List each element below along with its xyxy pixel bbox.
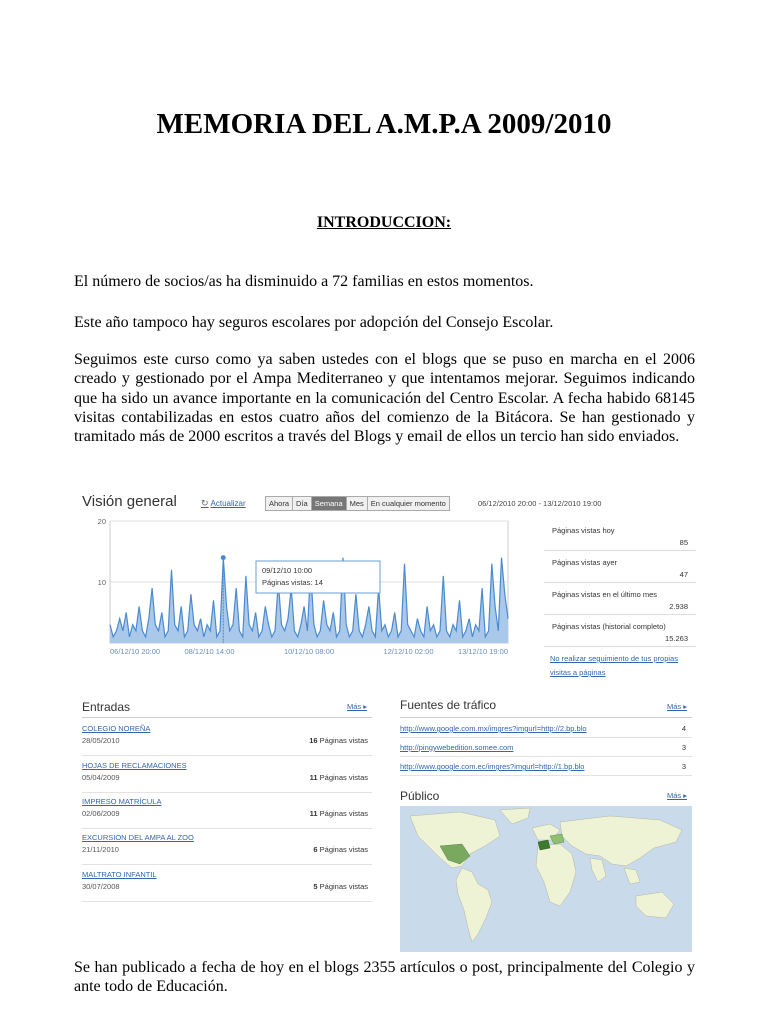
date-range: 06/12/2010 20:00 - 13/12/2010 19:00 [478, 499, 602, 508]
traffic-count: 3 [681, 762, 686, 771]
entry-date: 21/11/2010 [82, 845, 119, 854]
entry-unit: Páginas vistas [319, 736, 368, 745]
world-map-graphic [400, 806, 692, 952]
range-now-button[interactable]: Ahora [265, 496, 293, 511]
section-heading: INTRODUCCION: [316, 214, 452, 231]
entry-views [309, 736, 368, 745]
audience-world-map [400, 806, 692, 952]
audience-title: Público [400, 789, 440, 803]
entry-link[interactable]: EXCURSION DEL AMPA AL ZOO [82, 833, 194, 842]
entry-views [310, 809, 368, 818]
entry-count: 6 [313, 845, 318, 854]
stat-value: 47 [679, 570, 688, 579]
tooltip-value: Páginas vistas: 14 [262, 578, 323, 587]
entries-title: Entradas [82, 700, 131, 714]
entries-more-link[interactable]: Más ▸ [347, 702, 368, 711]
list-item [82, 829, 372, 865]
table-row [400, 719, 692, 738]
paragraph-blog: Seguimos este curso como ya saben ustedes con el blogs que se puso en marcha en el 2006 creado y gestionado por el Ampa Mediterraneo y que intentamos mejorar. Seguimos indicando que ha sido un avance importante en la comunicación del Centro Escolar. A fecha habido 68145 visitas contabilizadas en estos cuatro años del comienzo de la Bitácora. Se han gestionado y tramitado más de 2000 escritos a través del Blogs y email de ellos un tercio han sido enviados. [74, 351, 695, 446]
stat-label: Páginas vistas en el último mes [552, 590, 658, 599]
pageviews-chart [80, 515, 540, 663]
stat-value: 15.263 [665, 634, 688, 643]
audience-more-link[interactable]: Más ▸ [667, 791, 688, 800]
stat-last-month [544, 583, 696, 615]
traffic-url[interactable]: http://pingywebedition.somee.com [400, 743, 514, 752]
entry-date: 28/05/2010 [82, 736, 120, 745]
x-tick-label: 06/12/10 20:00 [110, 647, 161, 656]
entry-views [313, 845, 368, 854]
divider [82, 717, 372, 718]
divider [400, 717, 692, 718]
range-day-button[interactable]: Día [292, 496, 312, 511]
entry-date: 05/04/2009 [82, 773, 120, 782]
entry-link[interactable]: MALTRATO INFANTIL [82, 870, 157, 879]
entry-link[interactable]: IMPRESO MATRÍCULA [82, 797, 162, 806]
tooltip-point [221, 555, 226, 560]
refresh-label: Actualizar [210, 499, 246, 508]
traffic-count: 4 [681, 724, 686, 733]
entry-unit: Páginas vistas [319, 882, 368, 891]
traffic-title: Fuentes de tráfico [400, 698, 497, 712]
stat-all-time [544, 615, 696, 647]
stat-value: 2.938 [669, 602, 688, 611]
x-tick-label: 12/12/10 02:00 [383, 647, 434, 656]
entry-link[interactable]: COLEGIO NOREÑA [82, 724, 151, 733]
table-row [400, 757, 692, 776]
entry-date: 02/06/2009 [82, 809, 120, 818]
stats-summary [544, 519, 696, 647]
x-tick-label: 10/12/10 08:00 [283, 647, 335, 656]
range-any-button[interactable]: En cualquier momento [367, 496, 450, 511]
x-tick-label: 08/12/10 14:00 [184, 647, 235, 656]
list-item [82, 866, 372, 902]
overview-title: Visión general [82, 493, 177, 510]
entry-unit: Páginas vistas [319, 809, 368, 818]
stat-label: Páginas vistas (historial completo) [552, 622, 666, 631]
stat-value: 85 [679, 538, 688, 547]
stat-label: Páginas vistas hoy [552, 526, 615, 535]
refresh-link[interactable] [201, 498, 246, 509]
entry-link[interactable]: HOJAS DE RECLAMACIONES [82, 761, 187, 770]
traffic-url[interactable]: http://www.google.com.mx/imgres?imgurl=http://2.bp.blo [400, 724, 587, 733]
entry-count: 5 [313, 882, 318, 891]
stat-yesterday [544, 551, 696, 583]
list-item [82, 793, 372, 829]
y-tick-label: 20 [97, 517, 106, 526]
paragraph-articles: Se han publicado a fecha de hoy en el blogs 2355 artículos o post, principalmente del Colegio y ante todo de Educación. [74, 959, 695, 996]
entry-unit: Páginas vistas [319, 845, 368, 854]
stat-label: Páginas vistas ayer [552, 558, 618, 567]
document-title: MEMORIA DEL A.M.P.A 2009/2010 [156, 108, 612, 140]
map-highlight-spain [538, 840, 550, 850]
entry-date: 30/07/2008 [82, 882, 120, 891]
traffic-count: 3 [681, 743, 686, 752]
x-tick-label: 13/12/10 19:00 [457, 647, 508, 656]
y-tick-label: 10 [97, 578, 106, 587]
range-month-button[interactable]: Mes [346, 496, 368, 511]
table-row [400, 738, 692, 757]
entry-count: 11 [309, 809, 318, 818]
entry-views [310, 773, 368, 782]
paragraph-insurance: Este año tampoco hay seguros escolares por adopción del Consejo Escolar. [74, 314, 554, 331]
map-highlight-europe [550, 834, 564, 844]
list-item [82, 720, 372, 756]
entry-count: 11 [309, 773, 318, 782]
traffic-more-link[interactable]: Más ▸ [667, 702, 688, 711]
tooltip-date: 09/12/10 10:00 [262, 566, 313, 575]
tracking-link[interactable]: No realizar seguimiento de tus propias visitas a páginas [550, 654, 678, 677]
entry-count: 16 [309, 736, 318, 745]
list-item [82, 757, 372, 793]
entry-unit: Páginas vistas [319, 773, 368, 782]
range-toolbar [265, 496, 449, 511]
stat-today [544, 519, 696, 551]
entry-views [313, 882, 368, 891]
paragraph-members: El número de socios/as ha disminuido a 72 familias en estos momentos. [74, 273, 534, 290]
traffic-url[interactable]: http://www.google.com.ec/imgres?imgurl=http://1.bp.blo [400, 762, 585, 771]
range-week-button[interactable]: Semana [311, 496, 347, 511]
refresh-icon: ↻ [201, 498, 209, 508]
